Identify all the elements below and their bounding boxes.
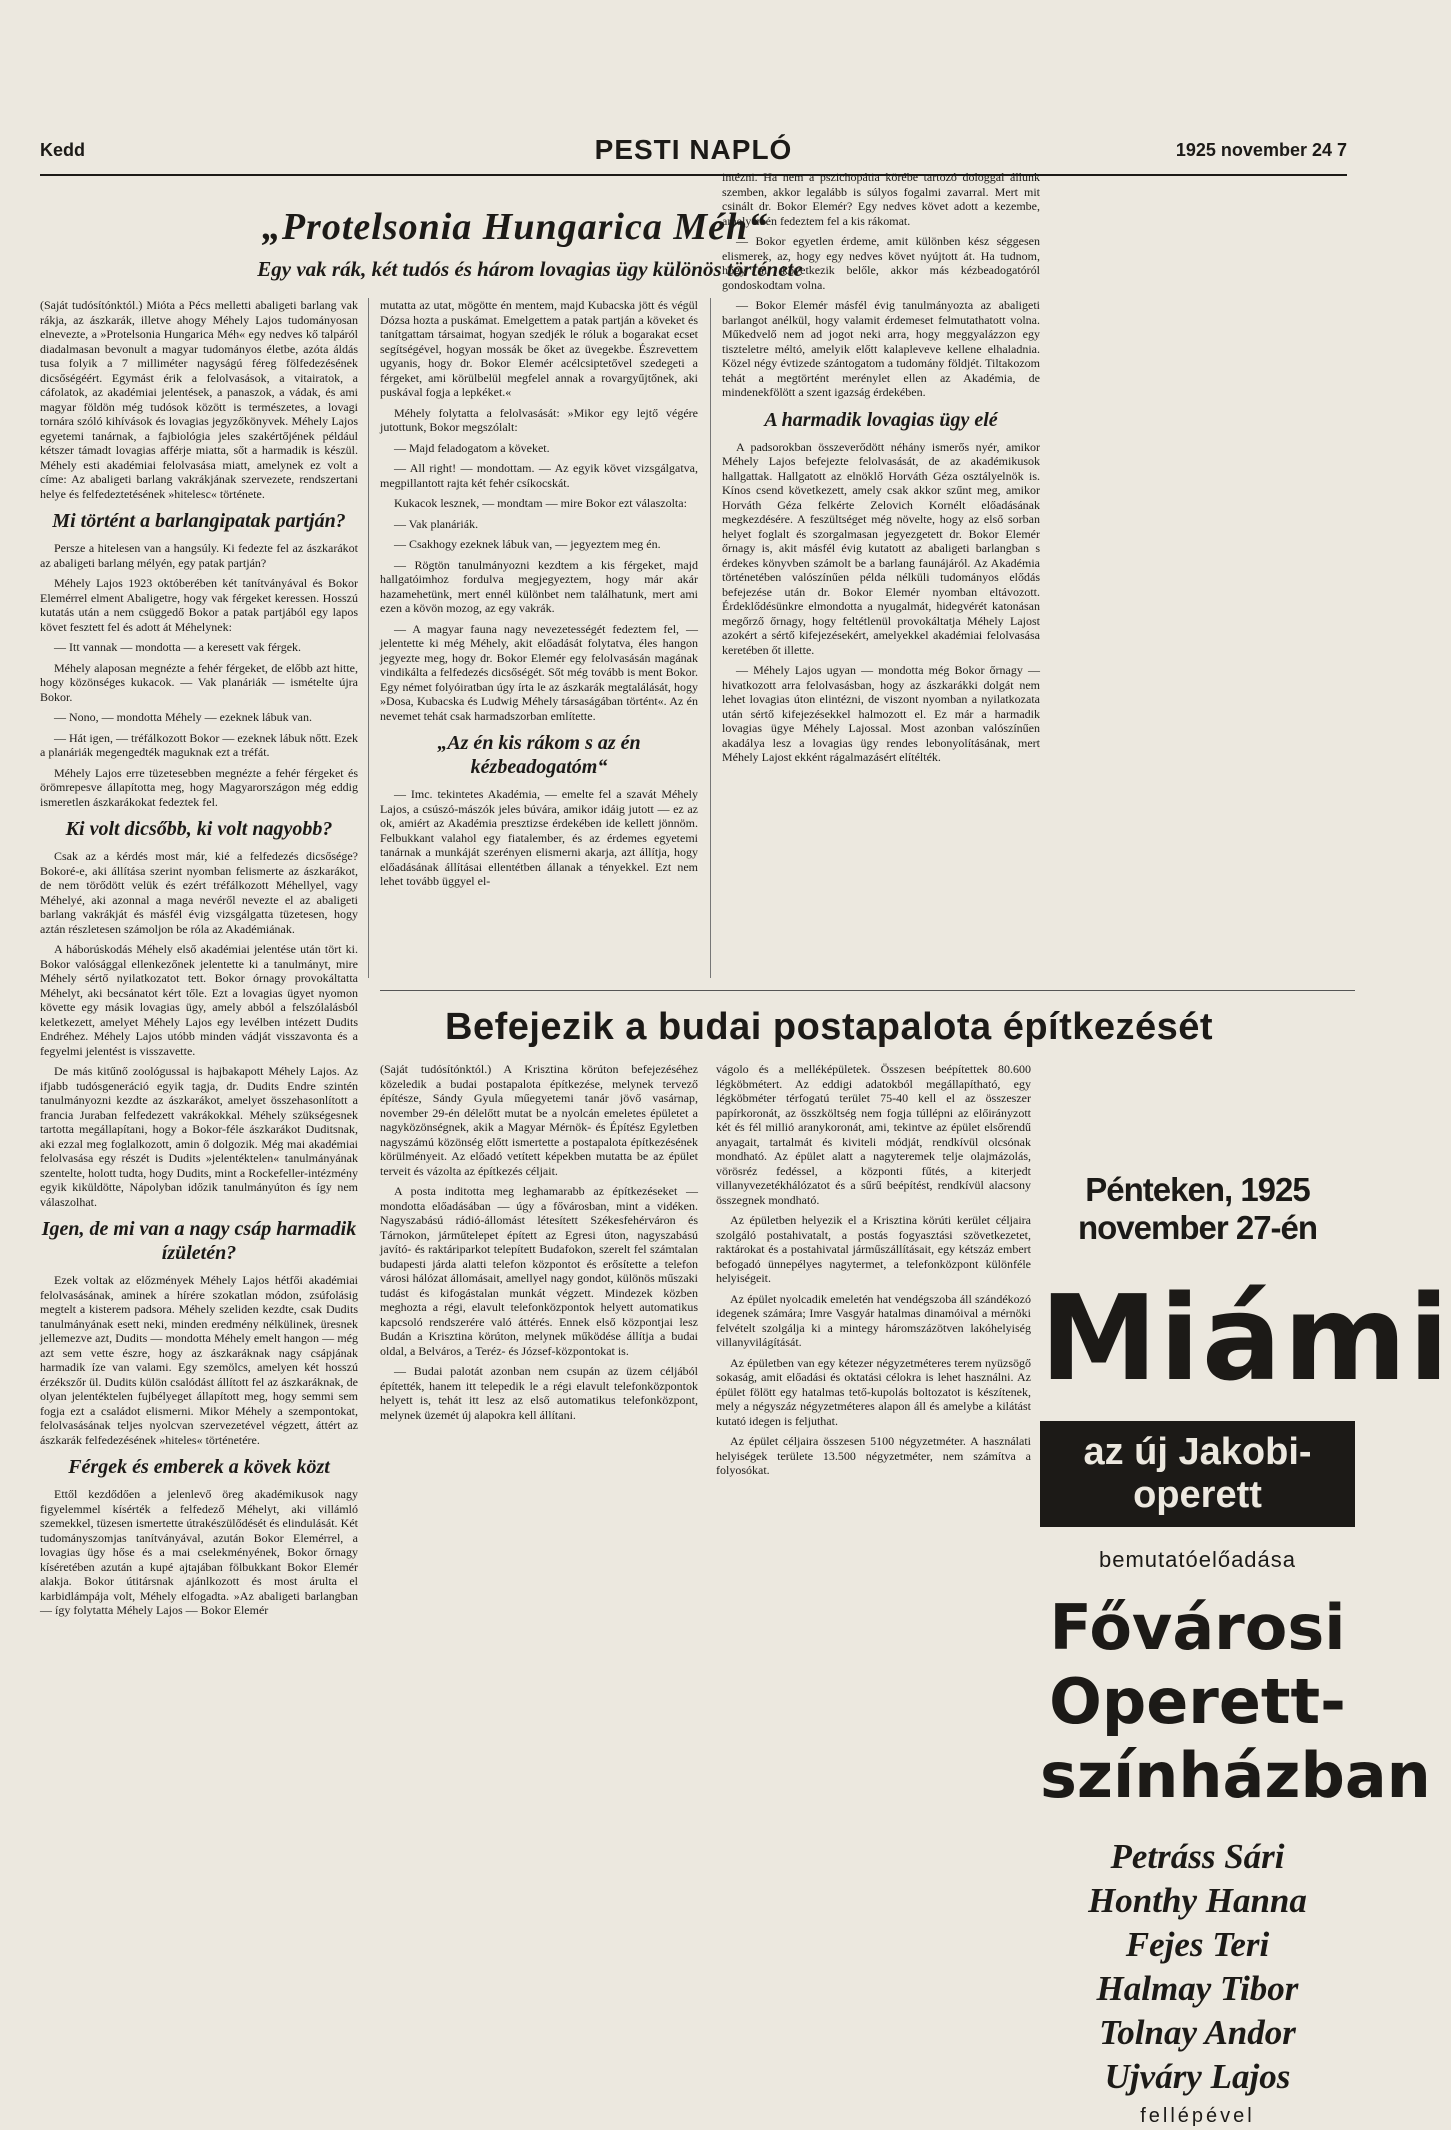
paragraph: Az épületben helyezik el a Krisztina körúti kerület céljaira szolgáló postahivatalt, a postás fogyasztási szövetkezetet, raktárokat és a postahivatal járműszállításait, egy kétszáz embert befogadó ünnepélyes nagytermet, a telefonközpont különféle helyiségeit. bbox=[716, 1213, 1031, 1285]
article-title: „Protelsonia Hungarica Méh“ bbox=[261, 206, 769, 248]
article-subtitle: Egy vak rák, két tudós és három lovagias ügy különös története bbox=[257, 257, 803, 281]
paragraph: Az épület nyolcadik emeletén hat vendégszoba áll szándékozó idegenek számára; Imre Vasgyár hatalmas dinamóival a mérnöki felvételt szolgálja ki a mintegy háromszázötven lakóhelyiség villanyvilágítását. bbox=[716, 1291, 1031, 1349]
paragraph: Csak az a kérdés most már, kié a felfedezés dicsősége? Bokoré-e, aki állítása szerint nyomban felismerte az ászkarákot, de nem törődött velük és ezért tréfálkozott Méhellyel, vagy Méhelyé, aki azonnal a maga nevéről nevezte el az abaligeti barlang vakrákját és másfél évig vizsgálgatta tüzetesen, hogy aztán részletesen számoljon be róla az Akadémiának. bbox=[40, 849, 358, 936]
paragraph: — A magyar fauna nagy nevezetességét fedeztem fel, — jelentette ki még Méhely, akit előadását folytatva, éles hangon jegyezte meg, hogy dr. Bokor Elemér egy felolvasásán magának vindikálta a felfedezés dicsőségét. Sőt még tovább is ment Bokor. Egy német folyóiratban úgy írta le az ászkarák megtalálását, hogy »Dosa, Kubacska és Ludwig Méhely társaságában történt«. Az én nevemet tehát csak harmadszorban említette. bbox=[380, 621, 698, 723]
ad-cast bbox=[1040, 1835, 1355, 2099]
post-article-column-1 bbox=[380, 1062, 698, 2112]
paragraph: — Rögtön tanulmányozni kezdtem a kis férgeket, majd hallgatóimhoz fordulva megjegyeztem, hogy már akár hazamehetünk, mert ennél különbet nem találhatunk, mert ami ezen a kövön mozog, az egy vakrák. bbox=[380, 557, 698, 615]
paragraph: — Méhely Lajos ugyan — mondotta még Bokor őrnagy — hivatkozott arra felolvasásban, hogy az ászkarákki dolgát nem lehet lovagias úton elintézni, de viszont nyomban a nyilatkozata után sértő kifejezésekkel halmozott el. Ez már a harmadik lovagias ügye Méhely Lajossal. Most azonban valószínűen akadálya lesz a lovagias ügy rendes lebonyolításának, mert Méhely Lajost ekként rágalmazásért elítélték. bbox=[722, 663, 1040, 764]
masthead: PESTI NAPLÓ bbox=[594, 134, 793, 165]
ad-venue bbox=[1040, 1591, 1431, 1813]
paragraph: (Saját tudósítónktól.) Mióta a Pécs melletti abaligeti barlang vak rákja, az ászkarák, illetve ahogy Méhely Lajos tudományosan elnevezte, a »Protelsonia Hungarica Méh« egy nedves kő talpáról diadalmasan bevonult a magyar tudományos életbe, azóta áldás tusa folyik a 7 milliméter nagyságú féreg fölfedezésének dicsőségéért. Egymást érik a felolvasások, a vitairatok, a cáfolatok, az akadémiai jelentések, a panaszok, a vádak, és ami magyar földön még tudósok között is természetes, a lovagi tornára szóló kihívások és lovagias jegyzőkönyvek. Méhely Lajos egyetemi tanárnak, a fajbiológia jeles szakértőjének például kétszer támadt lovagias afférje miatta, sőt a harmadik is készül. Méhely esti akadémiai felolvasása miatt, amelynek ez volt a címe: Az abaligeti barlang vakrákjának szervezete, rendszertani helye és felfedeztetésének »hitelesc« története. bbox=[40, 298, 358, 501]
ad-operetta-author: az új Jakobi-operett bbox=[1040, 1421, 1355, 1527]
column-rule bbox=[368, 298, 369, 978]
paragraph: — Bokor egyetlen érdeme, amit különben kész séggesen elismerek, az, hogy egy nedves követ nyújtott át. Ha tudnom, hogy mi következik belőle, akkor más kézbeadogatóról gondoskodtam volna. bbox=[722, 234, 1040, 292]
section-heading: Ki volt dicsőbb, ki volt nagyobb? bbox=[65, 818, 333, 840]
paragraph: — Nono, — mondotta Méhely — ezeknek lábuk van. bbox=[54, 710, 312, 724]
theatre-advertisement bbox=[1040, 1165, 1451, 2127]
post-article-column-2 bbox=[716, 1062, 1031, 2112]
paragraph: — Bokor Elemér másfél évig tanulmányozta az abaligeti barlangot anélkül, hogy valamit érdemeset felmutathatott volna. Műkedvelő nem ad jogot neki arra, hogy meggyalázzon egy tiszteletre méltó, amelyik előtt kalapleveve kellene elhaladnia. Közel négy évtizede szántogatom a tudomány földjét. Tiltakozom tehát a megtörtént merénylet ellen az Akadémia, de mindenekfölött a szent igazság érdekében. bbox=[722, 298, 1040, 399]
header-day: Kedd bbox=[40, 140, 85, 160]
article-column-3 bbox=[722, 170, 1040, 978]
ad-operetta-title: Miámi bbox=[1040, 1269, 1451, 1407]
ad-date: Pénteken, 1925 november 27-én bbox=[1077, 1171, 1318, 1246]
paragraph: Méhely Lajos erre tüzetesebben megnézte a fehér férgeket és örömrepesve állapította meg, hogy Magyarországon még eddig ismeretlen ászkarákokat fedeztek fel. bbox=[40, 765, 358, 809]
paragraph: — Vak planáriák. bbox=[394, 516, 479, 531]
section-heading: Férgek és emberek a kövek közt bbox=[68, 1456, 330, 1478]
section-heading: „Az én kis rákom s az én kézbeadogatóm“ bbox=[437, 732, 641, 778]
paragraph: (Saját tudósítónktól.) A Krisztina körúton befejezéséhez közeledik a budai postapalota építkezése, melynek tervező építésze, Sándy Gyula műegyetemi tanár jövő vasárnap, november 29-én délelőtt mutat be a nyolcán emeletes épületet a nagyközönségnek, akik a Magyar Mérnök- és Építész Egyletben nagyszámú közönség előtt ismertette a postapalota építkezésének körülményeit. Az előadó vetített képekben mutatta be az épület terveit és vázolta az építkezés céljait. bbox=[380, 1062, 698, 1178]
paragraph: — Itt vannak — mondotta — a keresett vak férgek. bbox=[54, 640, 302, 654]
ad-venue-line: Fővárosi Operett- bbox=[1049, 1591, 1346, 1738]
paragraph: Ettől kezdődően a jelenlevő öreg akadémikusok nagy figyelemmel kísérték a felfedező Méhelyt, aki villámló szemekkel, tüzesen ismertette útrakészülődését és elindulását. Két tudományszomjas tanítványával, azután Bokor Elemérrel, a lovagias ügy hőse és a mai cselekményének, Bokor őrnagy kíséretében azután a kupé ajtajában fölbukkant Bokor Elemér alakja. Bokor útitársnak ajánlkozott és most árulta el karbidlámpája volt, Méhely elfogadta. »Az abaligeti barlangban — így folytatta Méhely Lajos — Bokor Elemér bbox=[40, 1487, 358, 1617]
article-column-2 bbox=[380, 298, 698, 978]
article-column-1 bbox=[40, 298, 358, 2103]
paragraph: Méhely Lajos 1923 októberében két tanítványával és Bokor Elemérrel elment Abaligetre, hogy vak férgeket keressen. Hosszú kutatás után a nem csüggedő Bokor a patak partjából egy lapos követ fesztett fel és adott át Méhelynek: bbox=[40, 576, 358, 634]
paragraph: A padsorokban összeverődött néhány ismerős nyér, amikor Méhely Lajos befejezte felolvasását, de az akadémikusok hallgattak. Hallgatott az elnöklő Horváth Géza osztályelnök is. Kínos csend következett, amely csak akkor szűnt meg, amikor Horváth Géza felkérte Zelovich Kornélt előadásának megkezdésére. A feszültséget még növelte, hogy az első sorban helyet foglalt és szorgalmasan jegyezgetett dr. Bokor Elemér őrnagy is, akit másfél évig kutatott az abaligeti barlangban s érdekes könyvben számolt be a barlang faunájáról. Az Akadémia történetében valószínűen példa nélküli tudományos elődás befejezése után dr. Bokor Elemér nyomban eltávozott. Érdeklődésünkre elmondotta a nyugalmát, hidegvérét katonásan megőrző őrnagy, hogy feltétlenül provokáltatja Méhely Lajost azokért a sértő kifejezésekért, amelyekkel akadémiai felolvasása keretében őt illette. bbox=[722, 439, 1040, 657]
ad-perform-label: fellépével bbox=[1140, 2105, 1255, 2127]
ad-cast-member: Fejes Teri bbox=[1125, 1925, 1270, 1964]
paragraph: — All right! — mondottam. — Az egyik követ vizsgálgatva, megpillantott rajta két fehér csíkocskát. bbox=[380, 461, 698, 490]
ad-cast-member: Tolnay Andor bbox=[1099, 2013, 1296, 2052]
paragraph: — Majd feladogatom a köveket. bbox=[394, 440, 550, 455]
section-heading: Igen, de mi van a nagy csáp harmadik ízületén? bbox=[41, 1218, 357, 1264]
paragraph: Persze a hitelesen van a hangsúly. Ki fedezte fel az ászkarákot az abaligeti barlang mélyén, egy patak partján? bbox=[40, 541, 358, 570]
paragraph: — Budai palotát azonban nem csupán az üzem céljából építették, hanem itt telepedik le a régi elavult telefonközpontok helyett is, tehát itt lesz az első automatikus telefonközpont, melynek üzemét új alapokra kell állítani. bbox=[380, 1364, 698, 1422]
ad-cast-member: Ujváry Lajos bbox=[1104, 2057, 1291, 2096]
paragraph: A posta inditotta meg leghamarabb az építkezéseket — mondotta előadásában — úgy a fővárosban, mint a vidéken. Nagyszabású rádió-állomást létesített Székesfehérváron és Tárnokon, járműtelepet épített az Egresi úton, nagyszabású javító- és raktáriparkot telepített Budafokon, szerelt fel számtalan budapesti járda alatti telefon központot és erősítette a telefon városi hálózat állomásait, amellyel nagy gondot, különös műszaki tudást és kifogástalan munkát végzett. Mindezek közben meghozta a régi, elavult telefonközpontok helyett automatikus kapcsoló rendszerére való áttérés. Ennek első központjai lesz Budán a Krisztina körúton, melynek működése állítja a budai oldal, a Belváros, a Teréz- és József-központokat is. bbox=[380, 1184, 698, 1358]
paragraph: Az épületben van egy kétezer négyzetméteres terem nyüzsögő sokaság, amit előadási és oktatási célokra is lehet használni. Az épület fölött egy hatalmas tető-kupolás boltozatot is készítenek, mely a négyszáz négyzetméteres alapon áll és amelybe a kilátást kutató idegen is feljuthat. bbox=[716, 1355, 1031, 1428]
paragraph: mutatta az utat, mögötte én mentem, majd Kubacska jött és végül Dózsa hozta a puskámat. Emelgettem a patak partján a köveket és tanítgattam társaimat, hogyan szedjék le róluk a bogarakat ecset segítségével, hogyan mossák be őket az üvegekbe. Észrevettem ugyanis, hogy dr. Bokor Elemér acélcsiptetővel szedegeti a férgeket, ami körülbelül megfelel annak a rovargyűjtőnek, aki puskával fogja a lepkéket.« bbox=[380, 298, 698, 399]
paragraph: — Csakhogy ezeknek lábuk van, — jegyeztem meg én. bbox=[394, 537, 661, 551]
article-divider bbox=[380, 990, 1355, 991]
column-rule bbox=[710, 298, 711, 978]
section-heading: A harmadik lovagias ügy elé bbox=[764, 408, 998, 431]
ad-premiere-label: bemutatóelőadása bbox=[1098, 1547, 1297, 1572]
paragraph: — Imc. tekintetes Akadémia, — emelte fel a szavát Méhely Lajos, a csúszó-mászók jeles búvára, amikor idáig jutott — ez az ok, amiért az Akadémia presztizse érdekében ide kellett jönnöm. Felbukkant valahol egy fiatalember, és az érdemes egyetemi tanárnak a munkáját szerényen elismerni akarja, azt állítja, hogy előadásának állításai ellentétben állanak a tényekkel. Ezt nem lehet tovább üggyel el- bbox=[380, 787, 698, 888]
paragraph: Méhely alaposan megnézte a fehér férgeket, de előbb azt hitte, hogy közönséges kukacok. — Vak planáriák — ismételte újra Bokor. bbox=[40, 660, 358, 704]
page-header bbox=[40, 134, 1347, 180]
ad-cast-member: Halmay Tibor bbox=[1096, 1969, 1299, 2008]
ad-cast-member: Petráss Sári bbox=[1110, 1837, 1285, 1876]
paragraph: — Hát igen, — tréfálkozott Bokor — ezeknek lábuk nőtt. Ezek a planáriák megengedték maguknak ezt a tréfát. bbox=[40, 730, 358, 759]
paragraph: intézni. Ha nem a pszichopátia körébe tartozó dologgal állunk szemben, akkor legalább is súlyos fogalmi zavarral. Mert mit csinált dr. Bokor Elemér? Egy nedves követ adott a kezembe, amelyen én fedeztem fel a kis rákomat. bbox=[722, 170, 1040, 228]
ad-venue-line: színházban bbox=[1040, 1739, 1431, 1812]
paragraph: De más kitűnő zoológussal is hajbakapott Méhely Lajos. Az ifjabb tudósgeneráció egyik tagja, dr. Dudits Endre szintén tanulmányozni kezdte az ászkarákot, amelyet összehasonlított a francia Juraban felfedezett vakrákokkal. Méhely szükségesnek tartotta megállapítani, hogy a Bokor-féle ászkarákot Duditsnak, aki ezzal meg foglalkozott, amin ő dolgozik. Még mai akadémiai felolvasása egy részét is Dudits »jelentéktelen« tanulmányának szentelte, holott tudta, hogy Dudits, mint a Rockefeller-intézmény egyik kiküldötte, Nápolyban időzik tanulmányúton és így nem válaszolhat. bbox=[40, 1064, 358, 1209]
header-date-page: 1925 november 24 7 bbox=[1175, 140, 1347, 160]
paragraph: Méhely folytatta a felolvasását: »Mikor egy lejtő végére jutottunk, Bokor megszólalt: bbox=[380, 405, 698, 434]
paragraph: vágolo és a melléképületek. Összesen beépítettek 80.600 légköbmétert. Az eddigi adatokból megállapítható, egy légköbméter térfogatú terület 75-40 kell el az összeszer papírkoronát, az összköltség nem fogja túllépni az előirányzott két és fél millió aranykoronát, ami, tekintve az épület elsőrendű anyagait, tartalmát és kiviteli módját, rendkívül olcsónak mondható. Az épület alatt a nagyteremek telje olajmázolás, vörösréz fedéssel, a központi fűtés, a kiterjedt villanyvezetékhálózatot és a sűrű beépítést, rendkívül alacsony összegnek mondható. bbox=[716, 1062, 1031, 1207]
post-article-title: Befejezik a budai postapalota építkezését bbox=[445, 1006, 1214, 1048]
paragraph: A háborúskodás Méhely első akadémiai jelentése után tört ki. Bokor valósággal ellenkezőnek jelentette ki a tanulmányt, mire Méhely sértő nyilatkozatot tett. Bokor órnagy provokáltatta Méhelyt, aki becsánatot kért tőle. Ezt a lovagias ügyet nyomon követte egy másik lovagias ügy, amely abból a felszólalásból keletkezett, amelyet Méhely Lajos egy levélben intézett Dudits Endréhez. Méhely Lajos utóbb minden vádját visszavonta és a fegyelmi jelentést is visszavette. bbox=[40, 942, 358, 1058]
header-rule bbox=[40, 174, 1347, 176]
paragraph: Ezek voltak az előzmények Méhely Lajos hétfői akadémiai felolvasásának, aminek a hírére szokatlan módon, zsúfolásig megtelt a kisterem padsora. Méhely szeliden kezdte, csak Dudits tanulmányának esett neki, minden eredmény nélkülinek, üresnek jellemezve azt, Dudits — mondotta Méhely emelt hangon — még azt sem vette észre, hogy az ászkaráknak nagy csápjának harmadik íze van valami. Egy szemölcs, amelyen két hosszú érzékszőr ül. Dudits külön csalódást állított fel az ászkaráknak, de olyan jelentéktelen fujbélyeget állapított meg, hogy semmi sem fogja ezt a családot elismerni. Mikor Méhely a szempontokat, felolvasásának teljes nyolcvan szervezetével végzett, áttért az ászkarák felfedezésének »hiteles« történetére. bbox=[40, 1273, 358, 1447]
paragraph: Kukacok lesznek, — mondtam — mire Bokor ezt válaszolta: bbox=[394, 496, 687, 510]
ad-cast-member: Honthy Hanna bbox=[1088, 1881, 1307, 1920]
section-heading: Mi történt a barlangipatak partján? bbox=[52, 510, 346, 532]
paragraph: Az épület céljaira összesen 5100 négyzetméter. A használati helyiségek területe 13.500 négyzetméter, nem számítva a folyosókat. bbox=[716, 1434, 1031, 1477]
